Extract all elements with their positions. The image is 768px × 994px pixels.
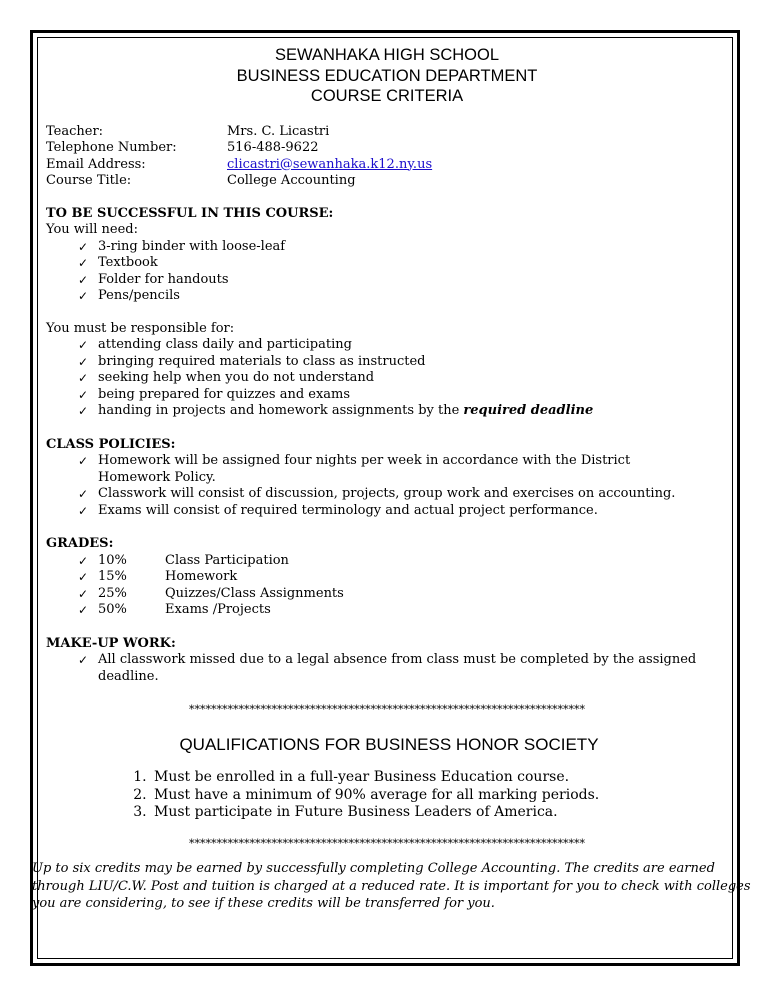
email-link[interactable]: clicastri@sewanhaka.k12.ny.us bbox=[227, 156, 433, 172]
honor-society-title: QUALIFICATIONS FOR BUSINESS HONOR SOCIETY bbox=[179, 734, 599, 754]
honor-requirements-list bbox=[46, 769, 736, 822]
checkmark-icon: ✓ bbox=[78, 603, 89, 617]
document-header bbox=[38, 45, 736, 107]
list-item: ✓ Textbook bbox=[78, 255, 158, 270]
list-item: ✓ Classwork will consist of discussion, projects, group work and exercises on accounting. bbox=[78, 486, 676, 501]
checkmark-icon: ✓ bbox=[78, 289, 89, 303]
course-label: Course Title: bbox=[46, 173, 132, 188]
grade-label: Quizzes/Class Assignments bbox=[165, 585, 344, 601]
checkmark-icon: ✓ bbox=[78, 454, 89, 468]
policies-heading: CLASS POLICIES: bbox=[46, 436, 176, 452]
checkmark-icon: ✓ bbox=[78, 272, 89, 287]
list-item: ✓ Homework will be assigned four nights per week in accordance with the District Homework Policy. bbox=[78, 453, 631, 485]
required-deadline-emphasis: required deadline bbox=[463, 403, 594, 418]
list-item: 2. Must have a minimum of 90% average for all marking periods. bbox=[151, 787, 736, 805]
grade-row bbox=[78, 586, 736, 603]
course-criteria-document bbox=[32, 45, 751, 913]
grade-label: Homework bbox=[165, 569, 238, 584]
email-label: Email Address: bbox=[46, 156, 146, 172]
teacher-value: Mrs. C. Licastri bbox=[227, 123, 330, 139]
checkmark-icon: ✓ bbox=[78, 553, 89, 568]
list-item: ✓ Pens/pencils bbox=[78, 288, 180, 303]
checkmark-icon: ✓ bbox=[78, 586, 89, 601]
grade-label: Exams /Projects bbox=[165, 602, 271, 617]
document-title: COURSE CRITERIA bbox=[310, 87, 464, 105]
makeup-list bbox=[46, 652, 736, 685]
list-item: ✓ handing in projects and homework assignments by the required deadline bbox=[78, 403, 594, 418]
checkmark-icon: ✓ bbox=[78, 487, 89, 501]
separator-stars: ************************************************************************ bbox=[189, 703, 585, 716]
grade-percent: 15% bbox=[98, 569, 127, 584]
list-item: ✓ All classwork missed due to a legal absence from class must be completed by the assigned deadline. bbox=[78, 652, 697, 684]
grade-label: Class Participation bbox=[165, 552, 289, 568]
list-item: ✓ Exams will consist of required terminology and actual project performance. bbox=[78, 502, 598, 518]
teacher-info bbox=[46, 124, 736, 190]
credits-note: Up to six credits may be earned by successfully completing College Accounting. The credits are earned through LIU/C.W. Post and tuition is charged at a reduced rate. It is important for you to check with colleges you are considering, to see if these credits will be transferred for you. bbox=[32, 861, 751, 911]
checkmark-icon: ✓ bbox=[78, 256, 89, 270]
list-item: ✓ being prepared for quizzes and exams bbox=[78, 386, 351, 402]
phone-label: Telephone Number: bbox=[46, 140, 177, 155]
separator-stars: ************************************************************************ bbox=[189, 836, 585, 850]
list-item: ✓ seeking help when you do not understand bbox=[78, 370, 375, 385]
list-item: 1. Must be enrolled in a full-year Business Education course. bbox=[151, 769, 736, 787]
grade-percent: 50% bbox=[98, 602, 127, 617]
responsibility-intro: You must be responsible for: bbox=[46, 320, 235, 336]
course-value: College Accounting bbox=[227, 173, 356, 188]
grades-list bbox=[46, 553, 736, 619]
need-intro: You will need: bbox=[46, 222, 138, 237]
checkmark-icon: ✓ bbox=[78, 570, 89, 584]
grade-row bbox=[78, 602, 736, 619]
need-list bbox=[46, 239, 736, 305]
checkmark-icon: ✓ bbox=[78, 404, 89, 418]
list-item: ✓ bringing required materials to class as instructed bbox=[78, 353, 426, 369]
checkmark-icon: ✓ bbox=[78, 653, 89, 667]
grades-heading: GRADES: bbox=[46, 536, 114, 551]
checkmark-icon: ✓ bbox=[78, 338, 89, 352]
list-item: ✓ attending class daily and participating bbox=[78, 337, 352, 352]
phone-value: 516-488-9622 bbox=[227, 140, 319, 155]
list-item: ✓ 3-ring binder with loose-leaf bbox=[78, 238, 286, 254]
department-name: BUSINESS EDUCATION DEPARTMENT bbox=[236, 66, 538, 85]
checkmark-icon: ✓ bbox=[78, 371, 89, 385]
checkmark-icon: ✓ bbox=[78, 387, 89, 402]
teacher-label: Teacher: bbox=[46, 123, 104, 139]
grade-percent: 25% bbox=[98, 585, 127, 601]
responsibility-list bbox=[46, 337, 736, 420]
checkmark-icon: ✓ bbox=[78, 239, 89, 254]
school-name: SEWANHAKA HIGH SCHOOL bbox=[274, 46, 499, 64]
success-heading: TO BE SUCCESSFUL IN THIS COURSE: bbox=[46, 205, 334, 221]
makeup-heading: MAKE-UP WORK: bbox=[46, 635, 176, 651]
list-item: 3. Must participate in Future Business Leaders of America. bbox=[151, 804, 736, 822]
policies-list bbox=[46, 453, 736, 519]
list-item: ✓ Folder for handouts bbox=[78, 271, 229, 287]
checkmark-icon: ✓ bbox=[78, 503, 89, 518]
checkmark-icon: ✓ bbox=[78, 354, 89, 369]
grade-row bbox=[78, 569, 736, 586]
grade-row bbox=[78, 553, 736, 570]
grade-percent: 10% bbox=[98, 552, 127, 568]
